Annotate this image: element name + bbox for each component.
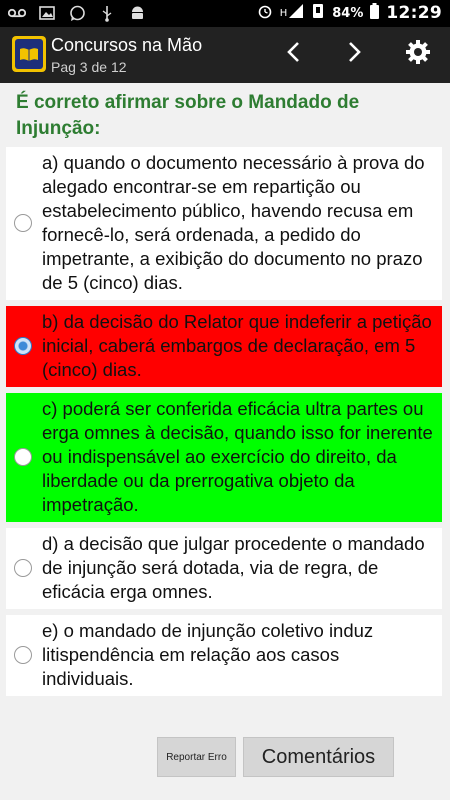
whatsapp-icon — [68, 5, 86, 21]
app-title: Concursos na Mão — [51, 35, 203, 55]
app-logo-icon[interactable] — [12, 36, 46, 72]
clock: 12:29 — [386, 3, 442, 23]
option-label: b) da decisão do Relator que indeferir a petição inicial, caberá embargos de declaração, em 5 (cinco) dias. — [42, 311, 432, 380]
option-label: d) a decisão que julgar procedente o mandado de injunção será dotada, via de regra, de eficácia erga omnes. — [42, 533, 425, 602]
android-icon — [128, 5, 146, 21]
option-c[interactable] — [6, 393, 442, 522]
question-text: É correto afirmar sobre o Mandado de Injunção: — [16, 92, 360, 139]
report-error-button[interactable]: Reportar Erro — [157, 737, 236, 777]
battery-percent: 84% — [332, 5, 364, 21]
network-label: H — [279, 7, 288, 19]
radio-button[interactable] — [14, 214, 32, 232]
radio-button[interactable] — [14, 448, 32, 466]
usb-icon — [98, 5, 116, 21]
status-bar — [0, 0, 450, 27]
radio-button[interactable] — [14, 559, 32, 577]
voicemail-icon — [8, 5, 26, 21]
radio-button[interactable] — [14, 337, 32, 355]
option-a[interactable] — [6, 147, 442, 300]
next-page-button[interactable] — [340, 39, 370, 69]
alarm-icon — [257, 3, 273, 23]
comments-button[interactable]: Comentários — [243, 737, 394, 777]
previous-page-button[interactable] — [278, 39, 308, 69]
option-b[interactable] — [6, 306, 442, 387]
option-label: e) o mandado de injunção coletivo induz litispendência em relação aos casos individuais. — [42, 620, 374, 689]
image-icon — [38, 5, 56, 21]
gear-icon — [405, 39, 431, 69]
battery-icon — [370, 3, 379, 23]
answer-options — [6, 147, 442, 702]
app-bar — [0, 27, 450, 83]
option-e[interactable] — [6, 615, 442, 696]
chevron-left-icon — [286, 41, 300, 67]
page-indicator: Pag 3 de 12 — [51, 59, 127, 75]
option-d[interactable] — [6, 528, 442, 609]
chevron-right-icon — [348, 41, 362, 67]
radio-button[interactable] — [14, 646, 32, 664]
settings-button[interactable] — [403, 39, 433, 69]
notification-icons — [8, 5, 146, 21]
wifi-icon — [311, 3, 325, 23]
signal-icon — [288, 3, 304, 23]
option-label: a) quando o documento necessário à prova do alegado encontrar-se em repartição ou estabelecimento público, havendo recusa em fornecê-lo, será ordenada, a pedido do impetrante, a exibição do documento no prazo de 5 (cinco) dias. — [42, 152, 425, 293]
option-label: c) poderá ser conferida eficácia ultra partes ou erga omnes à decisão, quando isso for inerente ou indispensável ao exercício do direito, da liberdade ou da prerrogativa objeto da impetração. — [42, 398, 433, 515]
system-indicators — [257, 3, 442, 23]
